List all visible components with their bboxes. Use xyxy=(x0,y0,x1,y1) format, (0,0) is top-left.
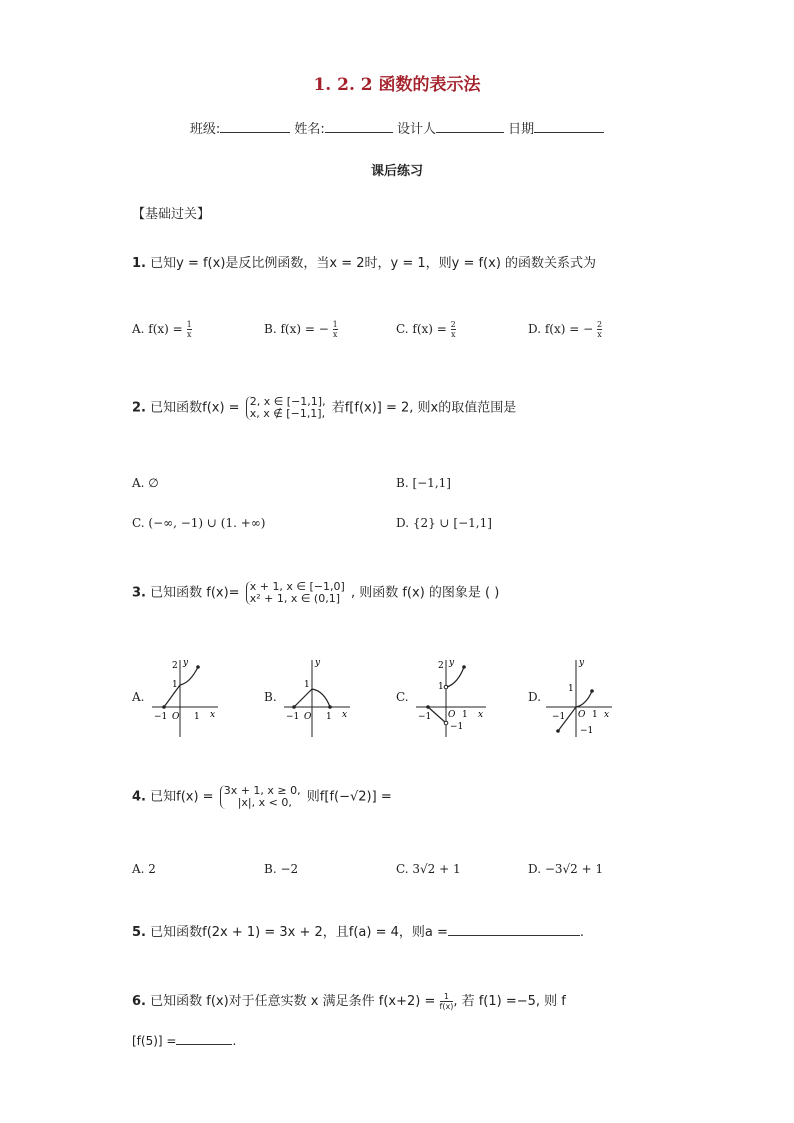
svg-text:O: O xyxy=(304,712,312,722)
q1-option-c[interactable] xyxy=(396,320,456,339)
svg-text:x: x xyxy=(210,710,216,720)
svg-text:O: O xyxy=(172,712,180,722)
date-blank[interactable] xyxy=(534,120,604,133)
class-label: 班级: xyxy=(189,122,221,137)
q2-option-d[interactable]: D. {2} ∪ [−1,1] xyxy=(396,516,492,530)
period: . xyxy=(232,1034,237,1048)
graph-b-label[interactable]: B. xyxy=(264,690,277,704)
svg-text:y: y xyxy=(315,658,321,668)
svg-text:1: 1 xyxy=(462,710,468,720)
option-label: A. f(x) = xyxy=(132,322,183,336)
numerator: 1 xyxy=(443,992,449,1001)
question-2 xyxy=(132,396,516,420)
piecewise-brace xyxy=(246,396,326,420)
svg-text:1: 1 xyxy=(438,682,444,692)
numerator: 2 xyxy=(596,320,603,329)
question-6 xyxy=(132,990,566,1011)
denominator: x xyxy=(597,330,602,339)
denominator: x xyxy=(186,330,192,339)
question-prefix: 已知函数f(x) = xyxy=(150,400,240,416)
question-1 xyxy=(132,252,596,271)
svg-text:−1: −1 xyxy=(418,712,432,722)
svg-text:O: O xyxy=(578,710,586,720)
name-blank[interactable] xyxy=(325,120,393,133)
case-2: x, x ∉ [−1,1], xyxy=(249,407,326,420)
case-1: 3x + 1, x ≥ 0, xyxy=(223,784,301,797)
svg-text:2: 2 xyxy=(438,661,444,671)
svg-text:−1: −1 xyxy=(154,712,168,722)
answer-blank[interactable] xyxy=(176,1032,232,1045)
q1-option-d[interactable] xyxy=(528,320,602,339)
designer-blank[interactable] xyxy=(436,120,504,133)
svg-text:x: x xyxy=(478,710,484,720)
q4-option-b[interactable]: B. −2 xyxy=(264,862,299,876)
numerator: 1 xyxy=(332,320,338,329)
piecewise-brace xyxy=(220,785,301,809)
denominator: x xyxy=(332,330,338,339)
graph-d[interactable] xyxy=(544,655,616,740)
period: . xyxy=(579,925,585,940)
svg-text:1: 1 xyxy=(172,680,178,690)
svg-text:1: 1 xyxy=(326,712,332,722)
date-label: 日期 xyxy=(508,122,535,137)
q4-option-a[interactable]: A. 2 xyxy=(132,862,156,876)
svg-text:1: 1 xyxy=(568,684,574,694)
subtitle: 课后练习 xyxy=(370,164,423,179)
svg-text:−1: −1 xyxy=(552,712,566,722)
option-label: B. f(x) = − xyxy=(264,322,329,336)
svg-text:2: 2 xyxy=(172,661,178,671)
graph-c-label[interactable]: C. xyxy=(396,690,409,704)
question-text-2: , 若 f(1) =−5, 则 f xyxy=(453,994,566,1009)
q2-option-b[interactable]: B. [−1,1] xyxy=(396,476,451,490)
svg-text:y: y xyxy=(579,658,585,668)
question-suffix: 则f[f(−√2)] = xyxy=(306,789,392,805)
case-2: x² + 1, x ∈ (0,1] xyxy=(249,592,341,605)
q2-option-c[interactable]: C. (−∞, −1) ∪ (1. +∞) xyxy=(132,516,266,530)
svg-text:−1: −1 xyxy=(286,712,300,722)
svg-text:y: y xyxy=(449,658,455,668)
q2-option-a[interactable]: A. ∅ xyxy=(132,476,159,490)
fraction xyxy=(440,992,454,1011)
svg-text:−1: −1 xyxy=(580,726,594,736)
option-label: D. f(x) = − xyxy=(528,322,594,336)
svg-text:1: 1 xyxy=(304,680,310,690)
question-number: 5. xyxy=(132,925,146,940)
case-1: 2, x ∈ [−1,1], xyxy=(249,395,326,408)
denominator: x xyxy=(450,330,456,339)
case-1: x + 1, x ∈ [−1,0] xyxy=(249,580,345,593)
q1-option-a[interactable] xyxy=(132,320,192,339)
section-heading: 【基础过关】 xyxy=(132,207,211,222)
question-number: 1. xyxy=(132,256,146,271)
question-suffix: 若f[f(x)] = 2, 则x的取值范围是 xyxy=(331,400,517,416)
designer-label: 设计人 xyxy=(396,122,436,137)
question-number: 6. xyxy=(132,994,146,1009)
question-text: 已知函数 f(x)对于任意实数 x 满足条件 f(x+2) = xyxy=(150,994,436,1009)
question-3 xyxy=(132,581,499,605)
fraction xyxy=(451,320,456,339)
question-5 xyxy=(132,921,584,940)
q4-option-c[interactable]: C. 3√2 + 1 xyxy=(396,862,461,876)
piecewise-brace xyxy=(246,581,345,605)
numerator: 1 xyxy=(186,320,192,329)
q4-option-d[interactable]: D. −3√2 + 1 xyxy=(528,862,604,876)
svg-text:1: 1 xyxy=(592,710,598,720)
case-2: |x|, x < 0, xyxy=(237,796,292,809)
question-number: 3. xyxy=(132,585,146,601)
question-suffix: , 则函数 f(x) 的图象是 ( ) xyxy=(350,585,500,601)
graph-a[interactable] xyxy=(150,655,222,740)
q1-option-b[interactable] xyxy=(264,320,338,339)
svg-text:1: 1 xyxy=(194,712,200,722)
question-text: 已知函数f(2x + 1) = 3x + 2，且f(a) = 4，则a = xyxy=(150,925,448,940)
svg-text:x: x xyxy=(342,710,348,720)
svg-text:O: O xyxy=(448,710,456,720)
fraction xyxy=(333,320,338,339)
fraction xyxy=(597,320,602,339)
svg-text:−1: −1 xyxy=(450,722,464,732)
denominator: f(x) xyxy=(439,1002,454,1011)
graph-b[interactable] xyxy=(282,655,354,740)
name-label: 姓名: xyxy=(294,122,325,137)
page-title: 1. 2. 2 函数的表示法 xyxy=(313,75,481,95)
fraction xyxy=(187,320,192,339)
question-number: 4. xyxy=(132,789,146,805)
question-6-line-2 xyxy=(132,1032,236,1048)
student-info-line xyxy=(0,118,794,137)
numerator: 2 xyxy=(450,320,456,329)
question-text-3: [f(5)] = xyxy=(132,1034,177,1048)
svg-text:y: y xyxy=(183,658,189,668)
answer-blank[interactable] xyxy=(448,923,580,936)
graph-d-label[interactable]: D. xyxy=(528,690,542,704)
question-prefix: 已知函数 f(x)= xyxy=(150,585,240,601)
graph-c[interactable] xyxy=(414,655,490,740)
class-blank[interactable] xyxy=(220,120,290,133)
question-number: 2. xyxy=(132,400,146,416)
question-text: 已知y = f(x)是反比例函数，当x = 2时，y = 1，则y = f(x) 的函数关系式为 xyxy=(150,256,597,271)
question-prefix: 已知f(x) = xyxy=(150,789,214,805)
option-label: C. f(x) = xyxy=(396,322,447,336)
svg-text:x: x xyxy=(604,710,610,720)
graph-a-label[interactable]: A. xyxy=(132,690,145,704)
question-4 xyxy=(132,785,392,809)
